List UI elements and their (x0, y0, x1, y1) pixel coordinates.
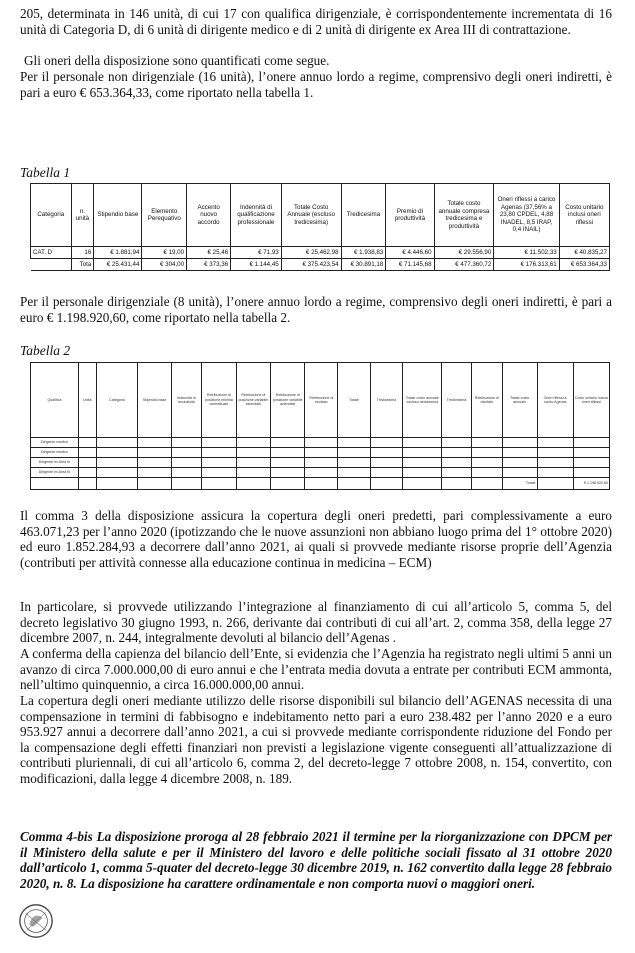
t2-cell (96, 438, 138, 448)
t1-cell: € 25.462,98 (281, 247, 341, 259)
t2-cell (502, 448, 537, 458)
t2-header: Unità (78, 363, 96, 438)
t2-cell (78, 448, 96, 458)
t2-cell (338, 448, 370, 458)
t2-header: Totale costo annuale escluso tredicesima (403, 363, 442, 438)
t1-cell: € 40.835,27 (559, 247, 609, 259)
t2-cell (403, 458, 442, 468)
t2-cell (202, 458, 236, 468)
t2-header: Retribuzione di risultato (471, 363, 502, 438)
t2-cell (96, 448, 138, 458)
t2-cell (31, 478, 79, 490)
t1-cell: 16 (71, 247, 94, 259)
t1-cell: € 375.423,54 (281, 259, 341, 271)
t2-header: Indennità di esclusività (171, 363, 201, 438)
paragraph-oneri: Gli oneri della disposizione sono quantificati come segue. (24, 53, 330, 68)
t1-cell: € 29.556,90 (434, 247, 494, 259)
t2-cell (573, 468, 609, 478)
t2-header: Tredicesima (442, 363, 471, 438)
t2-cell (271, 458, 305, 468)
t2-cell (573, 438, 609, 448)
t1-cell: € 1.938,83 (341, 247, 386, 259)
t2-cell (78, 478, 96, 490)
t1-cell: € 373,36 (187, 259, 231, 271)
paragraph-copertura: La copertura degli oneri mediante utilizzo delle risorse disponibili sul bilancio dell’AGENAS necessita di una compensazione in termini di fabbisogno e indebitamento netto pari a euro 238.482 per l’anno 2020 e a euro 953.927 annui a decorrere dall’anno 2021, a cui si provvede mediante corrispondente riduzione del Fondo per la compensazione degli effetti finanziari non previsti a legislazione vigente conseguenti all’attualizzazione di contributi pluriennali, di cui all’articolo 6, comma 2, del decreto-legge 7 ottobre 2008, n. 154, convertito, con modificazioni, dalla legge 4 dicembre 2008, n. 189. (20, 693, 612, 786)
t2-cell (138, 458, 171, 468)
t1-header: Stipendio base (94, 184, 142, 247)
t1-cell: € 477.360,72 (434, 259, 494, 271)
t2-total-label: Totale (502, 478, 537, 490)
t1-header: Premio di produttività (386, 184, 434, 247)
t2-cell (138, 438, 171, 448)
t2-header: Retribuzione di risultato (305, 363, 338, 438)
table-row (31, 438, 610, 448)
t2-cell (78, 438, 96, 448)
table-row (31, 468, 610, 478)
t1-header: Tredicesima (341, 184, 386, 247)
t1-cell: € 176.313,61 (494, 259, 559, 271)
t2-cell (171, 468, 201, 478)
t2-header: Qualifica (31, 363, 79, 438)
tabella2-caption: Tabella 2 (20, 343, 71, 358)
paragraph-personale-non-dirigenziale: Per il personale non dirigenziale (16 unità), l’onere annuo lordo a regime, comprensivo degli oneri indiretti, è pari a euro € 653.364,33, come riportato nella tabella 1. (20, 69, 612, 100)
t2-cell (78, 458, 96, 468)
t2-cell (370, 458, 403, 468)
t2-header: Stipendio base (138, 363, 171, 438)
t2-cell (271, 468, 305, 478)
tabella2-header-row (31, 363, 610, 438)
t2-header: Retribuzione di posizione variabile aziendale (236, 363, 270, 438)
t2-cell: Dirigente medico (31, 438, 79, 448)
t2-cell (236, 458, 270, 468)
t1-cell: € 25,46 (187, 247, 231, 259)
t2-cell (236, 448, 270, 458)
t2-cell (370, 468, 403, 478)
t2-cell (338, 478, 370, 490)
t2-cell (305, 478, 338, 490)
t2-cell (171, 458, 201, 468)
t2-cell (236, 438, 270, 448)
t2-cell (202, 478, 236, 490)
t1-cell: € 4.446,60 (386, 247, 434, 259)
t1-header: Totale costo annuale compresa tredicesima e produttività (434, 184, 494, 247)
t1-header: Indennità di qualificazione professionale (231, 184, 282, 247)
t2-cell (338, 438, 370, 448)
t2-cell (96, 458, 138, 468)
t2-cell (138, 448, 171, 458)
t2-cell (370, 478, 403, 490)
tabella2 (30, 362, 610, 490)
t2-cell (573, 458, 609, 468)
t2-header: Retribuzione di posizione minima contrattuale (202, 363, 236, 438)
t2-cell (537, 478, 573, 490)
t2-cell (305, 458, 338, 468)
t2-cell (403, 448, 442, 458)
t1-header: Accento nuovo accordo (187, 184, 231, 247)
t1-cell (31, 259, 72, 271)
t1-cell: € 71.145,68 (386, 259, 434, 271)
t1-cell: CAT. D (31, 247, 72, 259)
t2-cell (537, 438, 573, 448)
tabella1-header-row (31, 184, 610, 247)
t2-cell (471, 458, 502, 468)
t2-cell (202, 448, 236, 458)
table-row (31, 259, 610, 271)
t2-cell (138, 468, 171, 478)
t2-cell (171, 478, 201, 490)
paragraph-in-particolare: In particolare, si provvede utilizzando l’integrazione al finanziamento di cui all’articolo 5, comma 5, del decreto legislativo 30 giugno 1993, n. 266, derivante dai contributi di cui all’art. 2, comma 358, della legge 27 dicembre 2007, n. 244, integralmente devoluti al bilancio dell’Agenas . (20, 599, 612, 646)
official-stamp-icon (17, 902, 55, 940)
t2-cell (78, 468, 96, 478)
table-row (31, 448, 610, 458)
t2-cell (502, 468, 537, 478)
table-row (31, 247, 610, 259)
t2-cell (202, 468, 236, 478)
t2-cell (502, 438, 537, 448)
t2-header: Categoria (96, 363, 138, 438)
t2-cell (271, 448, 305, 458)
t1-header: Costo unitario inclusi oneri riflessi (559, 184, 609, 247)
t2-header: Costo unitario inclusi oneri riflessi (573, 363, 609, 438)
t2-cell (305, 468, 338, 478)
t1-header: Oneri riflessi a carico Agenas (37,56% a 23,80 CPDEL, 4,88 INADEL, 8,5 IRAP, 0,4 INAIL) (494, 184, 559, 247)
t2-cell (338, 468, 370, 478)
table-row (31, 458, 610, 468)
t2-header: Oneri riflessi a carico Agenas (537, 363, 573, 438)
t2-cell (537, 448, 573, 458)
t2-cell (370, 448, 403, 458)
paragraph-comma-4-bis: Comma 4-bis La disposizione proroga al 28 febbraio 2021 il termine per la riorganizzazione con DPCM per il Ministero della salute e per il Ministero del lavoro e delle politiche sociali fissato al 31 ottobre 2020 dall’articolo 1, comma 5-quater del decreto-legge 30 dicembre 2019, n. 162 convertito dalla legge 28 febbraio 2020, n. 8. La disposizione ha carattere ordinamentale e non comporta nuovi o maggiori oneri. (20, 829, 612, 891)
tabella1 (30, 183, 610, 271)
t2-cell (442, 468, 471, 478)
t2-cell (236, 478, 270, 490)
paragraph-conferma: A conferma della capienza del bilancio dell’Ente, si evidenzia che l’Agenzia ha registrato negli ultimi 5 anni un avanzo di circa 7.000.000,00 di euro annui e che l’entrata media dovuta a entrate per contributi ECM ammonta, nell’ultimo quinquennio, a circa 16.000.000,00 annui. (20, 646, 612, 693)
t1-cell: € 653.364,33 (559, 259, 609, 271)
t1-cell: € 1.881,94 (94, 247, 142, 259)
t2-cell (403, 468, 442, 478)
t2-cell (96, 478, 138, 490)
t2-cell (171, 448, 201, 458)
t2-cell: Dirigente medico (31, 448, 79, 458)
t1-header: Totale Costo Annuale (escluso tredicesima) (281, 184, 341, 247)
t2-header: Totale costo annuale (502, 363, 537, 438)
t2-cell (138, 478, 171, 490)
tabella1-caption: Tabella 1 (20, 165, 71, 180)
t2-cell (305, 438, 338, 448)
paragraph-comma-3: Il comma 3 della disposizione assicura la copertura degli oneri predetti, pari complessivamente a euro 463.071,23 per l’anno 2020 (ipotizzando che le nuove assunzioni non abbiano luogo prima del 1° ottobre 2020) ed euro 1.852.284,93 a decorrere dall’anno 2021, ai quali si provvede mediante risorse proprie dell’Agenzia (contributi per attività connesse alla educazione continua in medicina – ECM) (20, 508, 612, 570)
t2-cell (370, 438, 403, 448)
t1-cell: Tota (71, 259, 94, 271)
t2-cell (537, 468, 573, 478)
t1-header: n. unità (71, 184, 94, 247)
t1-cell: € 304,00 (142, 259, 187, 271)
t2-cell (442, 458, 471, 468)
t2-cell (471, 468, 502, 478)
t2-header: Retribuzione di posizione variabile aziendale (271, 363, 305, 438)
t2-cell (471, 438, 502, 448)
t1-cell: € 1.144,45 (231, 259, 282, 271)
t2-cell (271, 438, 305, 448)
table-total-row (31, 478, 610, 490)
t2-cell (305, 448, 338, 458)
t2-cell (442, 478, 471, 490)
t1-cell: € 19,00 (142, 247, 187, 259)
t2-cell (471, 448, 502, 458)
t1-cell: € 30.891,18 (341, 259, 386, 271)
paragraph-intro: 205, determinata in 146 unità, di cui 17 con qualifica dirigenziale, è corrispondentemente incrementata di 16 unità di Categoria D, di 6 unità di dirigente medico e di 2 unità di dirigente ex Area III di contrattazione. (20, 6, 612, 37)
t2-cell (537, 458, 573, 468)
t2-cell (338, 458, 370, 468)
t2-total-value: € 1.198.920,60 (573, 478, 609, 490)
t2-cell (96, 468, 138, 478)
t1-cell: € 11.502,33 (494, 247, 559, 259)
t2-cell (236, 468, 270, 478)
t2-cell (403, 438, 442, 448)
t2-cell: Dirigente ex Area III (31, 458, 79, 468)
t1-cell: € 71,93 (231, 247, 282, 259)
t2-cell (403, 478, 442, 490)
t2-cell (171, 438, 201, 448)
t2-cell (442, 438, 471, 448)
t1-cell: € 25.431,44 (94, 259, 142, 271)
paragraph-personale-dirigenziale: Per il personale dirigenziale (8 unità), l’onere annuo lordo a regime, comprensivo degli oneri indiretti, è pari a euro € 1.198.920,60, come riportato nella tabella 2. (20, 294, 612, 325)
t2-header: Tredicesima (370, 363, 403, 438)
t2-cell: Dirigente ex Area III (31, 468, 79, 478)
t2-cell (502, 458, 537, 468)
t2-cell (471, 478, 502, 490)
t2-cell (442, 448, 471, 458)
t2-cell (573, 448, 609, 458)
t1-header: Elemento Perequativo (142, 184, 187, 247)
t2-header: Totale (338, 363, 370, 438)
t1-header: Categoria (31, 184, 72, 247)
t2-cell (202, 438, 236, 448)
t2-cell (271, 478, 305, 490)
